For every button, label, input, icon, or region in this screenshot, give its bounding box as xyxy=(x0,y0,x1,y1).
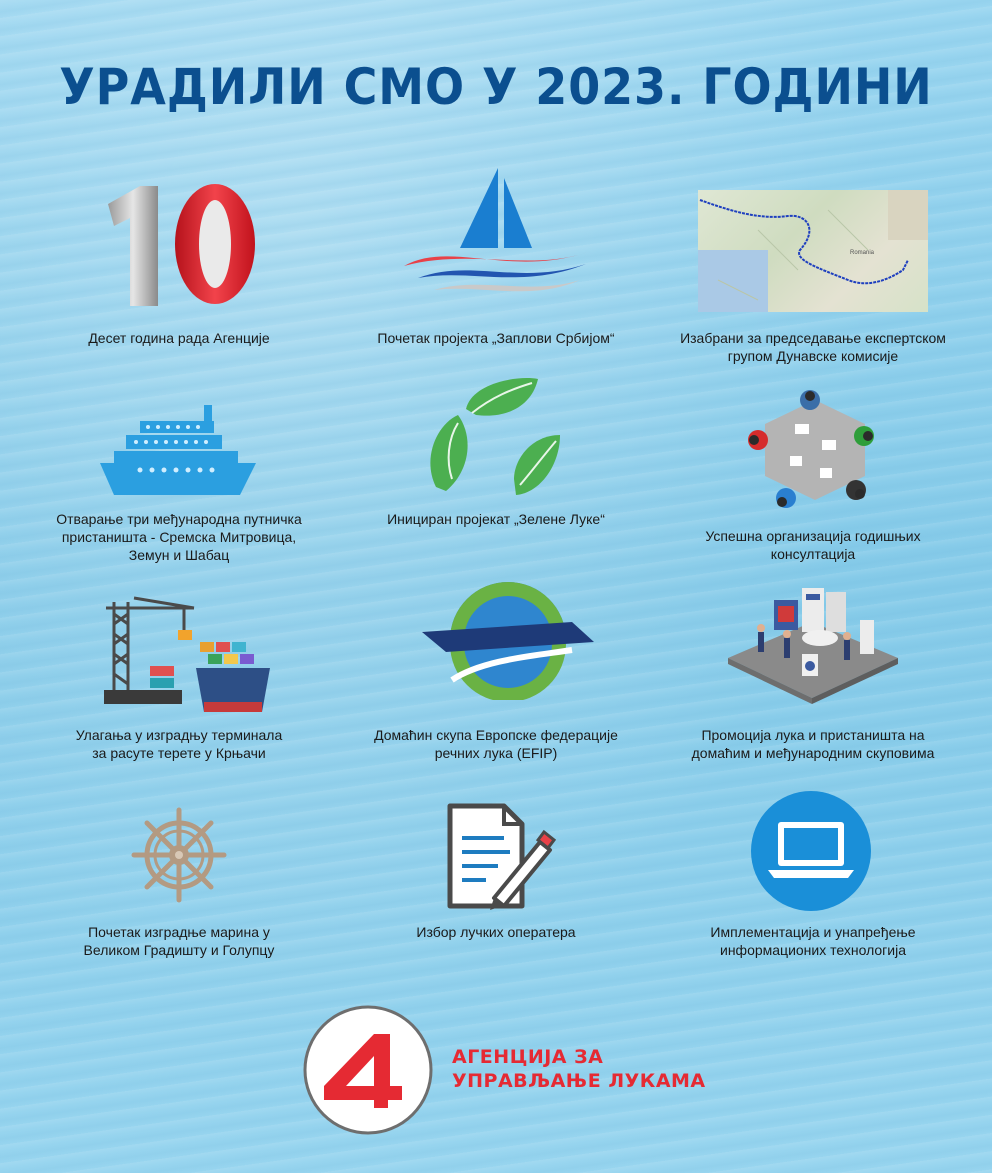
port-crane-icon xyxy=(104,594,272,714)
expo-booth-icon xyxy=(728,580,898,704)
page-title: УРАДИЛИ СМО У 2023. ГОДИНИ xyxy=(59,58,933,116)
ship-wheel-icon xyxy=(130,806,228,904)
caption-ten-years: Десет година рада Агенције xyxy=(88,330,270,346)
sailboat-icon xyxy=(400,168,590,298)
caption-efip: Домаћин скупа Европске федерације речних лука (EFIP) xyxy=(374,727,618,761)
laptop-icon xyxy=(750,790,872,912)
caption-it: Имплементација и унапређење информационих технологија xyxy=(710,924,916,958)
caption-bulk-terminal: Улагања у изградњу терминала за расуте терете у Крњачи xyxy=(75,727,283,761)
caption-green-ports: Инициран пројекат „Зелене Луке“ xyxy=(387,511,605,527)
document-pen-icon xyxy=(444,802,556,914)
ten-years-icon xyxy=(100,180,260,310)
caption-danube-commission: Изабрани за председавање експертском групом Дунавске комисије xyxy=(680,330,946,364)
caption-sailboat: Почетак пројекта „Заплови Србијом“ xyxy=(377,330,615,346)
agency-logo-icon xyxy=(302,1004,434,1136)
caption-promotion: Промоција лука и пристаништа на домаћим и међународним скуповима xyxy=(691,727,935,761)
danube-map-icon xyxy=(698,190,928,312)
passenger-ship-icon xyxy=(100,403,256,495)
map-label: Romania xyxy=(850,250,875,256)
caption-marinas: Почетак изградње марина у Великом Градишту и Голупцу xyxy=(83,924,275,958)
green-leaves-icon xyxy=(428,375,564,497)
caption-passenger-ports: Отварање три међународна путничка пристаништа - Сремска Митровица, Земун и Шабац xyxy=(56,511,302,563)
meeting-table-icon xyxy=(740,386,890,514)
efip-logo-icon xyxy=(422,580,594,700)
caption-consultations: Успешна организација годишњих консултација xyxy=(705,528,921,562)
caption-operators: Избор лучких оператера xyxy=(416,924,576,940)
agency-name: АГЕНЦИЈА ЗА УПРАВЉАЊЕ ЛУКАМА xyxy=(452,1046,706,1092)
